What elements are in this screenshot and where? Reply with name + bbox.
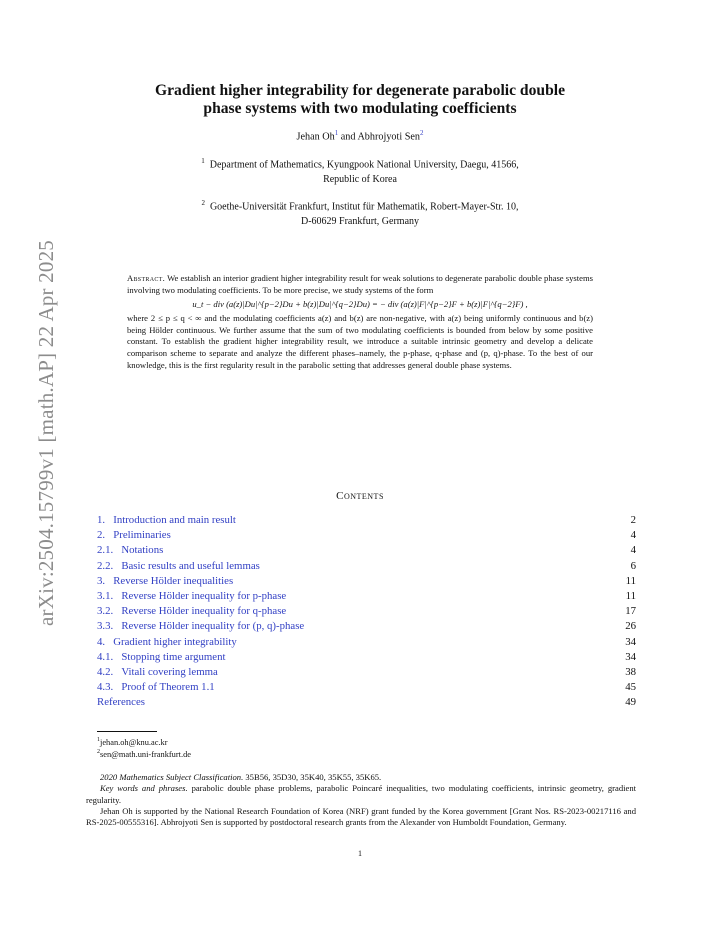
toc-row[interactable]	[97, 513, 636, 528]
toc-section-title: Preliminaries	[113, 529, 171, 542]
toc-section-number: 4.	[97, 635, 106, 648]
toc-section-number: 2.1.	[97, 544, 114, 557]
toc-section-number: 3.1.	[97, 589, 114, 602]
toc-row[interactable]	[97, 528, 636, 543]
toc-entry-link[interactable]	[97, 680, 215, 695]
msc-label: 2020 Mathematics Subject Classification.	[100, 772, 244, 782]
toc-page-number: 49	[625, 696, 636, 709]
toc-page-number: 38	[625, 665, 636, 678]
footnote	[97, 735, 167, 748]
toc-page-number: 6	[630, 559, 636, 572]
keywords	[86, 783, 636, 806]
toc-entry-link[interactable]	[97, 619, 304, 634]
footnote-mark: 2	[97, 749, 100, 755]
toc-page-number: 11	[625, 589, 636, 602]
affiliation-line: D-60629 Frankfurt, Germany	[300, 216, 420, 228]
toc-section-number: 4.1.	[97, 650, 114, 663]
toc-section-number: 3.2.	[97, 605, 114, 618]
toc-section-title: Proof of Theorem 1.1	[121, 681, 215, 694]
footnote-rule	[97, 731, 157, 732]
toc-entry-link[interactable]	[97, 604, 286, 619]
toc-entry-link[interactable]	[97, 543, 163, 558]
toc-row[interactable]	[97, 619, 636, 634]
front-matter-notes	[86, 772, 636, 828]
paper-title	[96, 82, 624, 118]
keywords-label: Key words and phrases.	[100, 783, 188, 794]
toc-page-number: 45	[625, 681, 636, 694]
toc-page-number: 34	[625, 650, 636, 663]
toc-section-number: 2.2.	[97, 559, 114, 572]
toc-entry-link[interactable]	[97, 695, 145, 710]
toc-row[interactable]	[97, 574, 636, 589]
toc-section-number: 4.3.	[97, 681, 114, 694]
page-number: 1	[358, 849, 362, 858]
footnote	[97, 747, 191, 760]
affiliation-line: Goethe-Universität Frankfurt, Institut für Mathematik, Robert-Mayer-Str. 10,	[209, 201, 519, 213]
toc-row[interactable]	[97, 589, 636, 604]
toc-row[interactable]	[97, 543, 636, 558]
author-footnote-link[interactable]: 2	[420, 129, 424, 137]
toc-page-number: 17	[625, 605, 636, 618]
toc-row[interactable]	[97, 604, 636, 619]
toc-row[interactable]	[97, 635, 636, 650]
toc-entry-link[interactable]	[97, 635, 237, 650]
toc-section-title: Reverse Hölder inequalities	[113, 574, 234, 587]
toc-entry-link[interactable]	[97, 650, 225, 665]
toc-section-number: 4.2.	[97, 665, 114, 678]
display-equation: u_t − div (a(z)|Du|^{p−2}Du + b(z)|Du|^{q−2}Du) = − div (a(z)|F|^{p−2}F + b(z)|F|^{q−2}F) ,	[192, 299, 528, 310]
abstract-body: where 2 ≤ p ≤ q < ∞ and the modulating coefficients a(z) and b(z) are non-negative, with a(z) being uniformly continuous and b(z) being Hölder continuous. We further assume that the sum of two modulating coefficients is bounded from below by some positive constant. To establish the gradient higher integrability result, we introduce a suitable intrinsic geometry and develop a delicate comparison scheme to separate and analyze the different phases–namely, the p-phase, q-phase and (p, q)-phase. To the best of our knowledge, this is the first regularity result in the parabolic setting that addresses general double phase systems.	[127, 313, 593, 370]
abstract	[127, 273, 593, 371]
author-name: Jehan Oh	[296, 131, 335, 143]
toc-entry-link[interactable]	[97, 589, 286, 604]
toc-section-title: Reverse Hölder inequality for (p, q)-phase	[121, 620, 305, 633]
arxiv-identifier-stamp: arXiv:2504.15799v1 [math.AP] 22 Apr 2025	[34, 240, 58, 626]
toc-entry-link[interactable]	[97, 574, 233, 589]
author-conjunction: and	[340, 131, 356, 143]
toc-page-number: 4	[630, 544, 636, 557]
affiliation	[140, 196, 580, 229]
toc-section-title: Vitali covering lemma	[121, 665, 218, 678]
toc-page-number: 11	[625, 574, 636, 587]
footnote-email[interactable]: sen@math.uni-frankfurt.de	[100, 749, 191, 759]
toc-section-number: 3.3.	[97, 620, 114, 633]
author-name: Abhrojyoti Sen	[357, 131, 420, 143]
toc-row[interactable]	[97, 695, 636, 710]
toc-row[interactable]	[97, 650, 636, 665]
toc-row[interactable]	[97, 680, 636, 695]
abstract-intro: We establish an interior gradient higher integrability result for weak solutions to degenerate parabolic double phase systems involving two modulating coefficients. To be more precise, we study systems of the form	[127, 273, 594, 295]
funding-note: Jehan Oh is supported by the National Research Foundation of Korea (NRF) grant funded by the Korea government [Grant Nos. RS-2023-00217116 and RS-2025-00555316]. Abhrojyoti Sen is supported by postdoctoral research grants from the Alexander von Humboldt Foundation, Germany.	[86, 805, 636, 828]
affiliation-mark: 1	[201, 157, 205, 165]
contents-heading: Contents	[336, 490, 384, 502]
toc-section-title: Reverse Hölder inequality for p-phase	[121, 589, 287, 602]
toc-entry-link[interactable]	[97, 528, 171, 543]
toc-row[interactable]	[97, 559, 636, 574]
toc-entry-link[interactable]	[97, 665, 218, 680]
toc-section-title: References	[97, 696, 145, 709]
toc-page-number: 2	[630, 514, 636, 526]
toc-section-number: 1.	[97, 514, 106, 526]
author-footnote-link[interactable]: 1	[334, 129, 339, 137]
toc-section-number: 3.	[97, 574, 106, 587]
toc-section-title: Stopping time argument	[121, 650, 226, 663]
toc-entry-link[interactable]	[97, 559, 260, 574]
toc-row[interactable]	[97, 665, 636, 680]
affiliation	[140, 154, 580, 187]
toc-page-number: 4	[630, 529, 636, 542]
title-line-2: phase systems with two modulating coefficients	[203, 100, 517, 117]
msc-codes: 35B56, 35D30, 35K40, 35K55, 35K65.	[245, 772, 382, 782]
author-list	[96, 129, 624, 142]
affiliation-mark: 2	[201, 199, 205, 207]
toc-entry-link[interactable]	[97, 513, 236, 528]
toc-section-title: Gradient higher integrability	[113, 635, 237, 648]
toc-page-number: 26	[625, 620, 636, 633]
footnote-mark: 1	[97, 737, 100, 743]
affiliation-line: Republic of Korea	[323, 174, 397, 186]
toc-section-number: 2.	[97, 529, 106, 542]
table-of-contents	[97, 513, 636, 710]
toc-page-number: 34	[625, 635, 636, 648]
toc-section-title: Notations	[121, 544, 164, 557]
toc-section-title: Basic results and useful lemmas	[121, 559, 260, 572]
toc-section-title: Introduction and main result	[113, 514, 236, 526]
footnote-email[interactable]: jehan.oh@knu.ac.kr	[100, 737, 168, 747]
toc-section-title: Reverse Hölder inequality for q-phase	[121, 605, 287, 618]
msc-classification	[86, 772, 636, 783]
abstract-label: Abstract.	[127, 273, 166, 283]
title-line-1: Gradient higher integrability for degenerate parabolic double	[154, 82, 566, 99]
keywords-text: parabolic double phase problems, parabolic Poincaré inequalities, two modulating coefficients, intrinsic geometry, gradient regularity.	[86, 783, 637, 805]
affiliation-line: Department of Mathematics, Kyungpook National University, Daegu, 41566,	[209, 159, 519, 171]
